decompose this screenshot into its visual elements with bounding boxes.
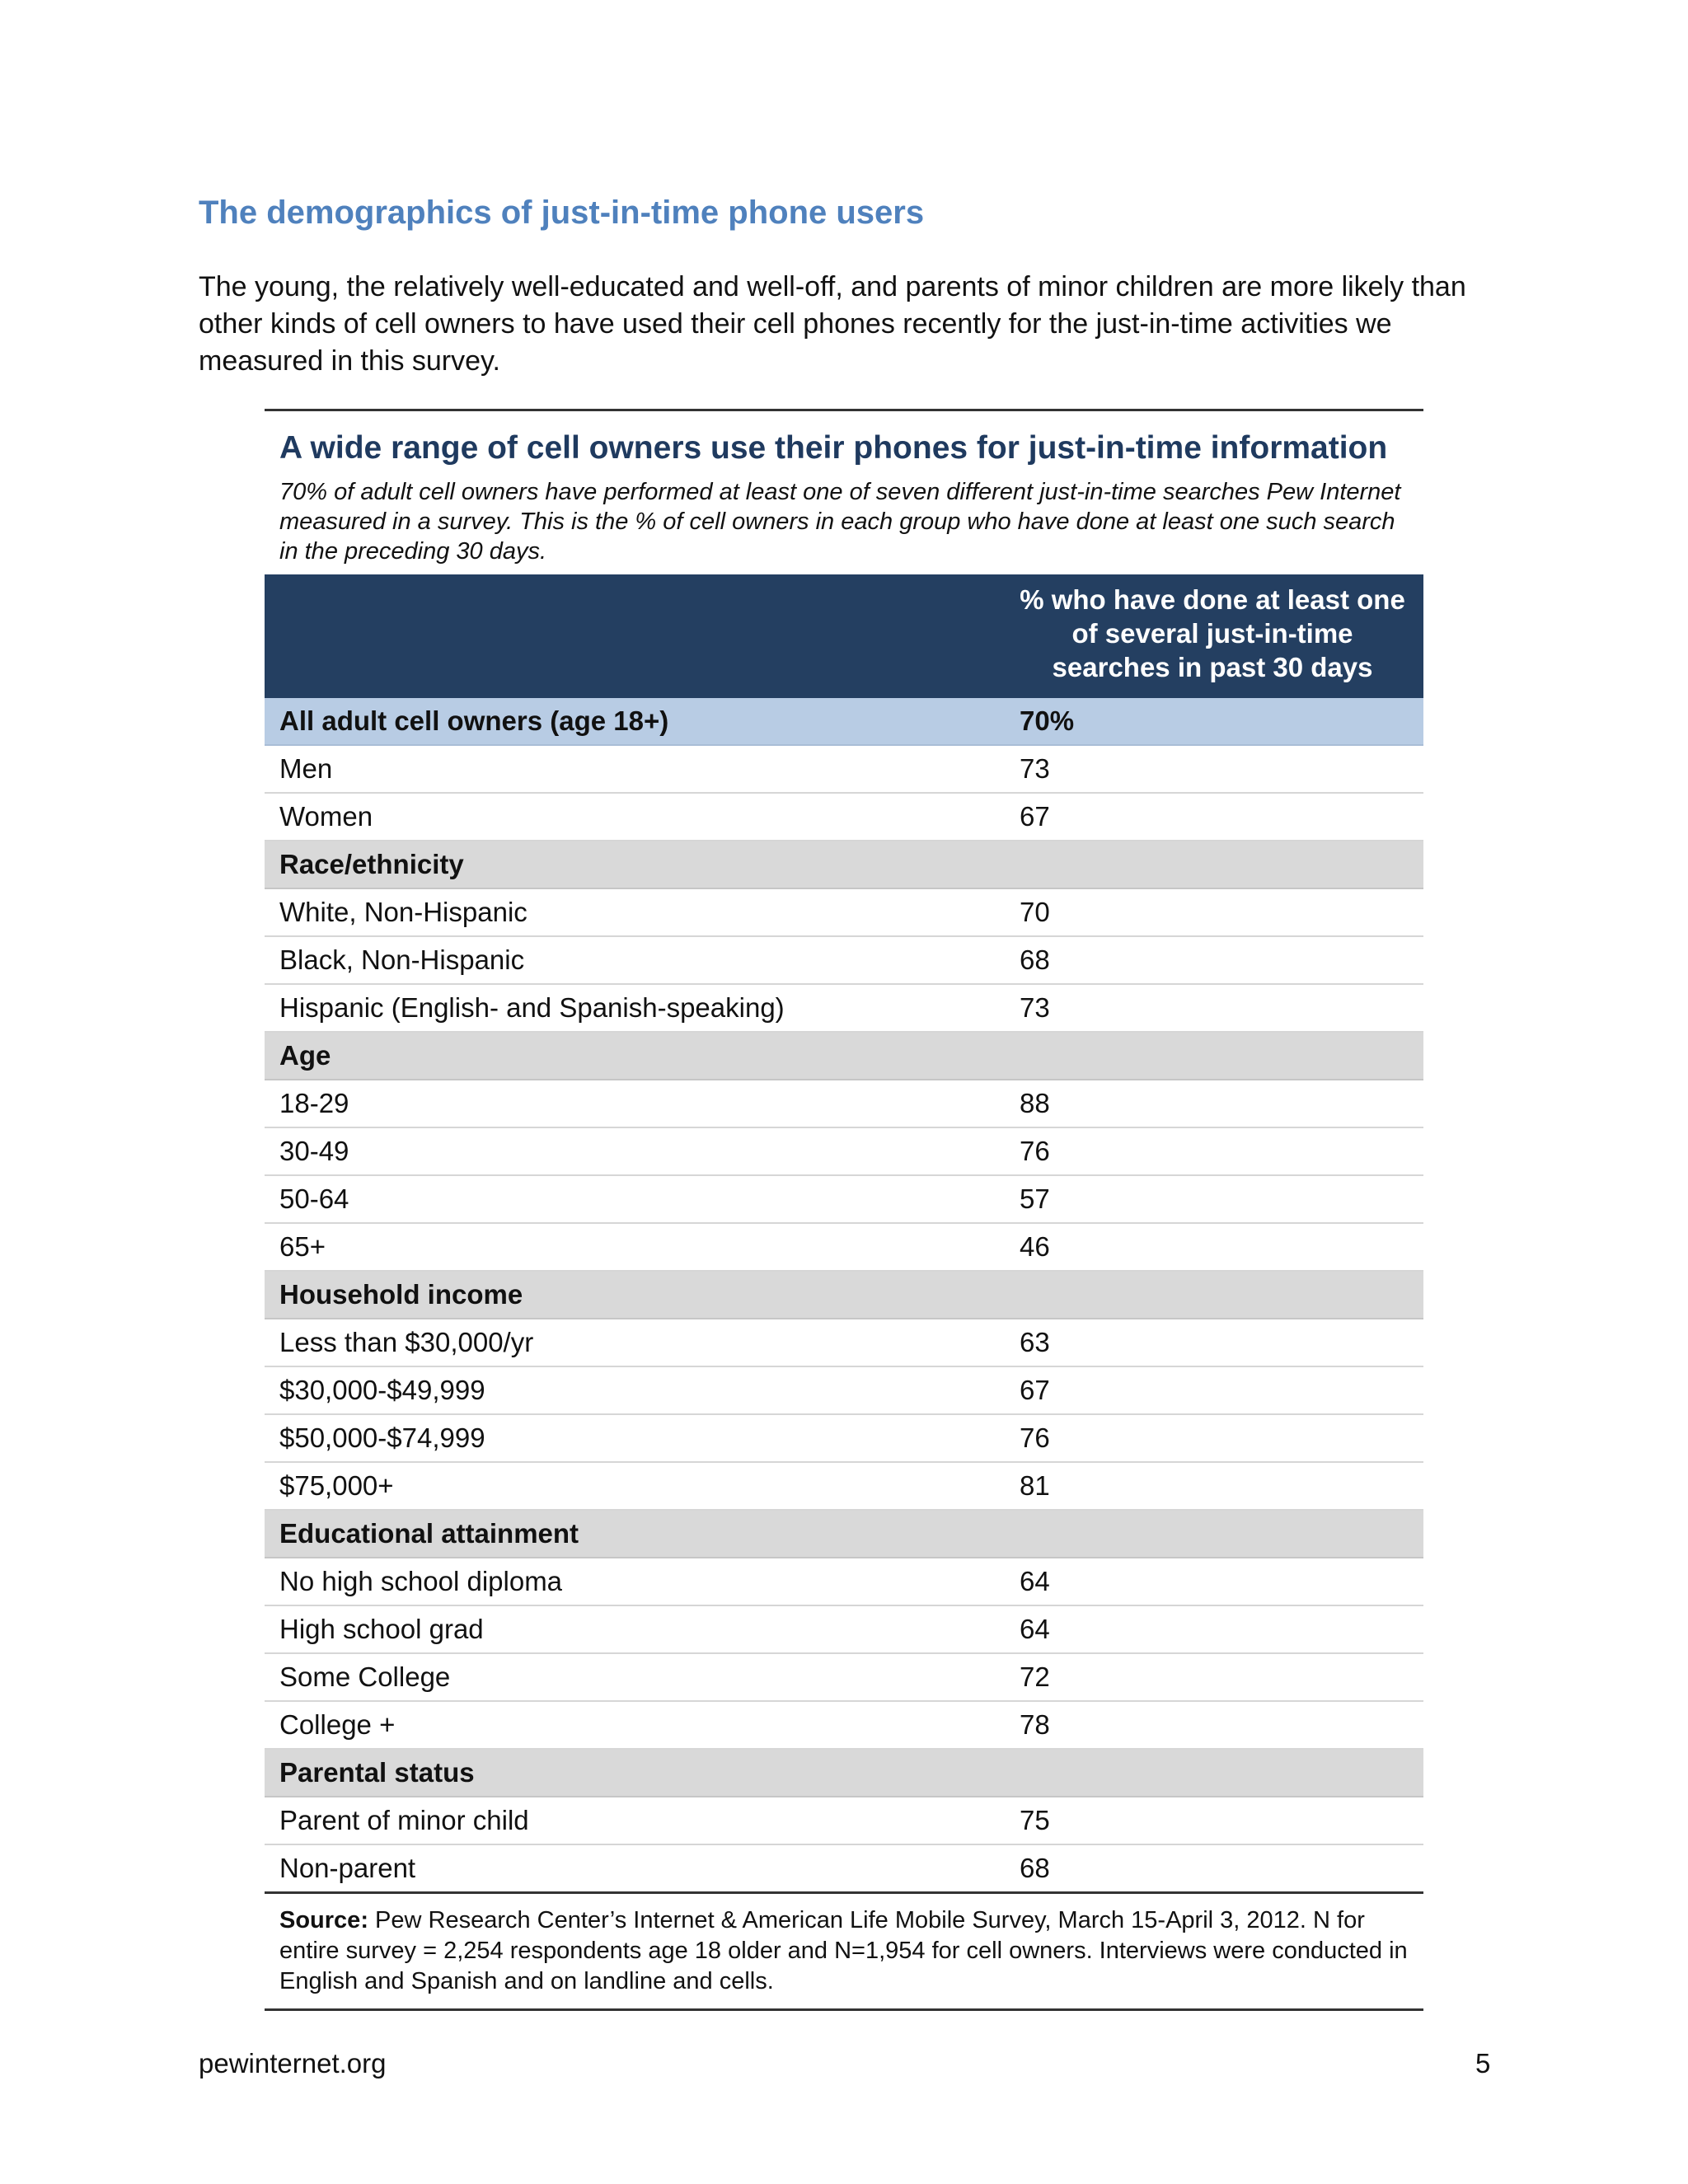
row-label: Parental status [279,1757,475,1788]
table-row [265,1128,1423,1176]
table-row [265,1558,1423,1606]
source-label: Source: [279,1907,368,1933]
row-value: 73 [1020,753,1050,784]
row-label: Women [279,801,373,832]
section-row [265,841,1423,889]
row-label: No high school diploma [279,1566,563,1596]
row-value: 72 [1020,1661,1050,1692]
row-value: 70 [1020,897,1050,927]
row-label: All adult cell owners (age 18+) [279,705,669,736]
row-value: 76 [1020,1422,1050,1453]
table-row [265,794,1423,841]
row-label: Some College [279,1661,451,1692]
row-label: High school grad [279,1614,484,1644]
section-row [265,1511,1423,1558]
row-label: 50-64 [279,1183,349,1214]
row-label: White, Non-Hispanic [279,897,528,927]
section-row [265,1033,1423,1080]
row-label: Age [279,1040,331,1071]
table-row [265,1463,1423,1511]
intro-paragraph: The young, the relatively well-educated and well-off, and parents of minor children are more likely than other kinds of cell owners to have used their cell phones recently for the just-in-time activities we measured in this survey. [199,271,1466,377]
row-label: $50,000-$74,999 [279,1422,485,1453]
row-label: Less than $30,000/yr [279,1327,534,1357]
table-row [265,889,1423,937]
row-value: 75 [1020,1805,1050,1835]
row-label: Men [279,753,333,784]
footer-site: pewinternet.org [199,2048,387,2079]
table-row [265,1176,1423,1224]
row-label: Household income [279,1279,523,1310]
row-label: Non-parent [279,1853,416,1883]
table-row [265,1080,1423,1128]
table-source [265,1894,1423,2011]
row-value: 67 [1020,1375,1050,1405]
table-row [265,1797,1423,1845]
total-row [265,698,1423,746]
row-value: 67 [1020,801,1050,832]
row-value: 57 [1020,1183,1050,1214]
table-row [265,746,1423,794]
row-value: 81 [1020,1470,1050,1501]
column-header: % who have done at least one of several just-in-time searches in past 30 days [1020,584,1405,682]
data-table [265,409,1423,2011]
table-row [265,1415,1423,1463]
row-label: College + [279,1709,396,1740]
row-value: 68 [1020,944,1050,975]
table-title: A wide range of cell owners use their phones for just-in-time information [279,430,1388,466]
row-value: 70% [1020,705,1075,736]
table-row [265,1702,1423,1750]
row-value: 73 [1020,992,1050,1023]
table-row [265,1845,1423,1894]
table-row [265,1367,1423,1415]
row-value: 46 [1020,1231,1050,1262]
section-row [265,1750,1423,1797]
table-row [265,1319,1423,1367]
table-row [265,937,1423,985]
row-label: $75,000+ [279,1470,394,1501]
row-value: 64 [1020,1614,1050,1644]
footer-page-number: 5 [1475,2048,1491,2079]
page-heading: The demographics of just-in-time phone users [199,194,925,231]
table-row [265,985,1423,1033]
table-body [265,698,1423,1894]
row-label: $30,000-$49,999 [279,1375,485,1405]
row-label: 18-29 [279,1088,349,1118]
table-row [265,1606,1423,1654]
row-value: 64 [1020,1566,1050,1596]
row-label: 65+ [279,1231,326,1262]
row-value: 68 [1020,1853,1050,1883]
table-row [265,1224,1423,1272]
source-text: Pew Research Center’s Internet & American Life Mobile Survey, March 15-April 3, 2012. N for entire survey = 2,254 respondents age 18 older and N=1,954 for cell owners. Interviews were conducted in English and Spanish and on landline and cells. [279,1907,1408,1994]
row-label: Race/ethnicity [279,849,464,879]
row-value: 78 [1020,1709,1050,1740]
section-row [265,1272,1423,1319]
row-value: 63 [1020,1327,1050,1357]
row-value: 88 [1020,1088,1050,1118]
row-label: Parent of minor child [279,1805,529,1835]
row-value: 76 [1020,1136,1050,1166]
row-label: 30-49 [279,1136,349,1166]
row-label: Black, Non-Hispanic [279,944,525,975]
row-label: Hispanic (English- and Spanish-speaking) [279,992,785,1023]
row-label: Educational attainment [279,1518,579,1549]
table-subtitle: 70% of adult cell owners have performed at least one of seven different just-in-time searches Pew Internet measured in a survey. This is the % of cell owners in each group who have done at least one such search in the preceding 30 days. [279,479,1401,565]
table-header [265,574,1423,698]
table-row [265,1654,1423,1702]
